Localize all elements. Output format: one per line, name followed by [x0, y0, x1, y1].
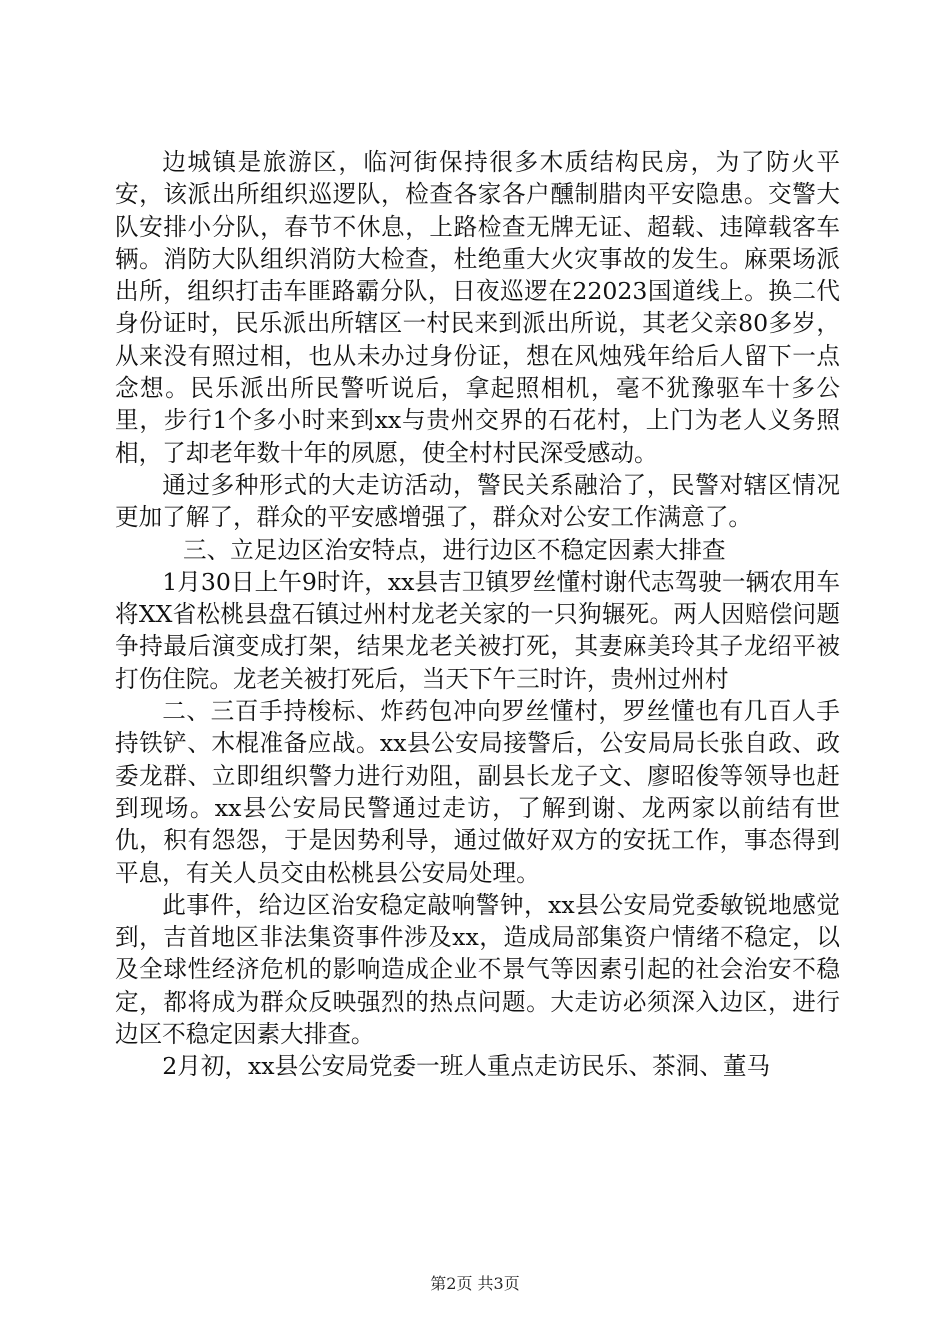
page-footer: 第2页 共3页 — [430, 1274, 520, 1293]
document-body — [115, 146, 840, 1083]
paragraph-jan-30-incident: 1月30日上午9时许，xx县吉卫镇罗丝懂村谢代志驾驶一辆农用车将XX省松桃县盘石镇过州村龙老关家的一只狗辗死。两人因赔偿问题争持最后演变成打架，结果龙老关被打死，其妻麻美玲其子龙绍平被打伤住院。龙老关被打死后，当天下午三时许，贵州过州村 — [115, 567, 840, 693]
paragraph-warning-bell: 此事件，给边区治安稳定敲响警钟，xx县公安局党委敏锐地感觉到，吉首地区非法集资事件涉及xx，造成局部集资户情绪不稳定，以及全球性经济危机的影响造成企业不景气等因素引起的社会治安不稳定，都将成为群众反映强烈的热点问题。大走访必须深入边区，进行边区不稳定因素大排查。 — [115, 890, 840, 1049]
section-heading-three: 三、立足边区治安特点，进行边区不稳定因素大排查 — [183, 535, 726, 564]
paragraph-conflict-resolution: 二、三百手持梭标、炸药包冲向罗丝懂村，罗丝懂也有几百人手持铁铲、木棍准备应战。xx县公安局接警后，公安局局长张自政、政委龙群、立即组织警力进行劝阻，副县长龙子文、廖昭俊等领导也赶到现场。xx县公安局民警通过走访，了解到谢、龙两家以前结有世仇，积有怨怨，于是因势利导，通过做好双方的安抚工作，事态得到平息，有关人员交由松桃县公安局处理。 — [115, 697, 840, 887]
paragraph-visit-results: 通过多种形式的大走访活动，警民关系融洽了，民警对辖区情况更加了解了，群众的平安感增强了，群众对公安工作满意了。 — [115, 470, 840, 532]
paragraph-february-visits: 2月初，xx县公安局党委一班人重点走访民乐、茶洞、董马 — [162, 1052, 771, 1081]
paragraph-biancheng-town: 边城镇是旅游区，临河街保持很多木质结构民房，为了防火平安，该派出所组织巡逻队，检查各家各户醺制腊肉平安隐患。交警大队安排小分队，春节不休息，上路检查无牌无证、超载、违障载客车辆。消防大队组织消防大检查，杜绝重大火灾事故的发生。麻栗场派出所，组织打击车匪路霸分队，日夜巡逻在22023国道线上。换二代身份证时，民乐派出所辖区一村民来到派出所说，其老父亲80多岁，从来没有照过相，也从未办过身份证，想在风烛残年给后人留下一点念想。民乐派出所民警听说后，拿起照相机，毫不犹豫驱车十多公里，步行1个多小时来到xx与贵州交界的石花村，上门为老人义务照相，了却老年数十年的夙愿，使全村村民深受感动。 — [115, 148, 840, 467]
